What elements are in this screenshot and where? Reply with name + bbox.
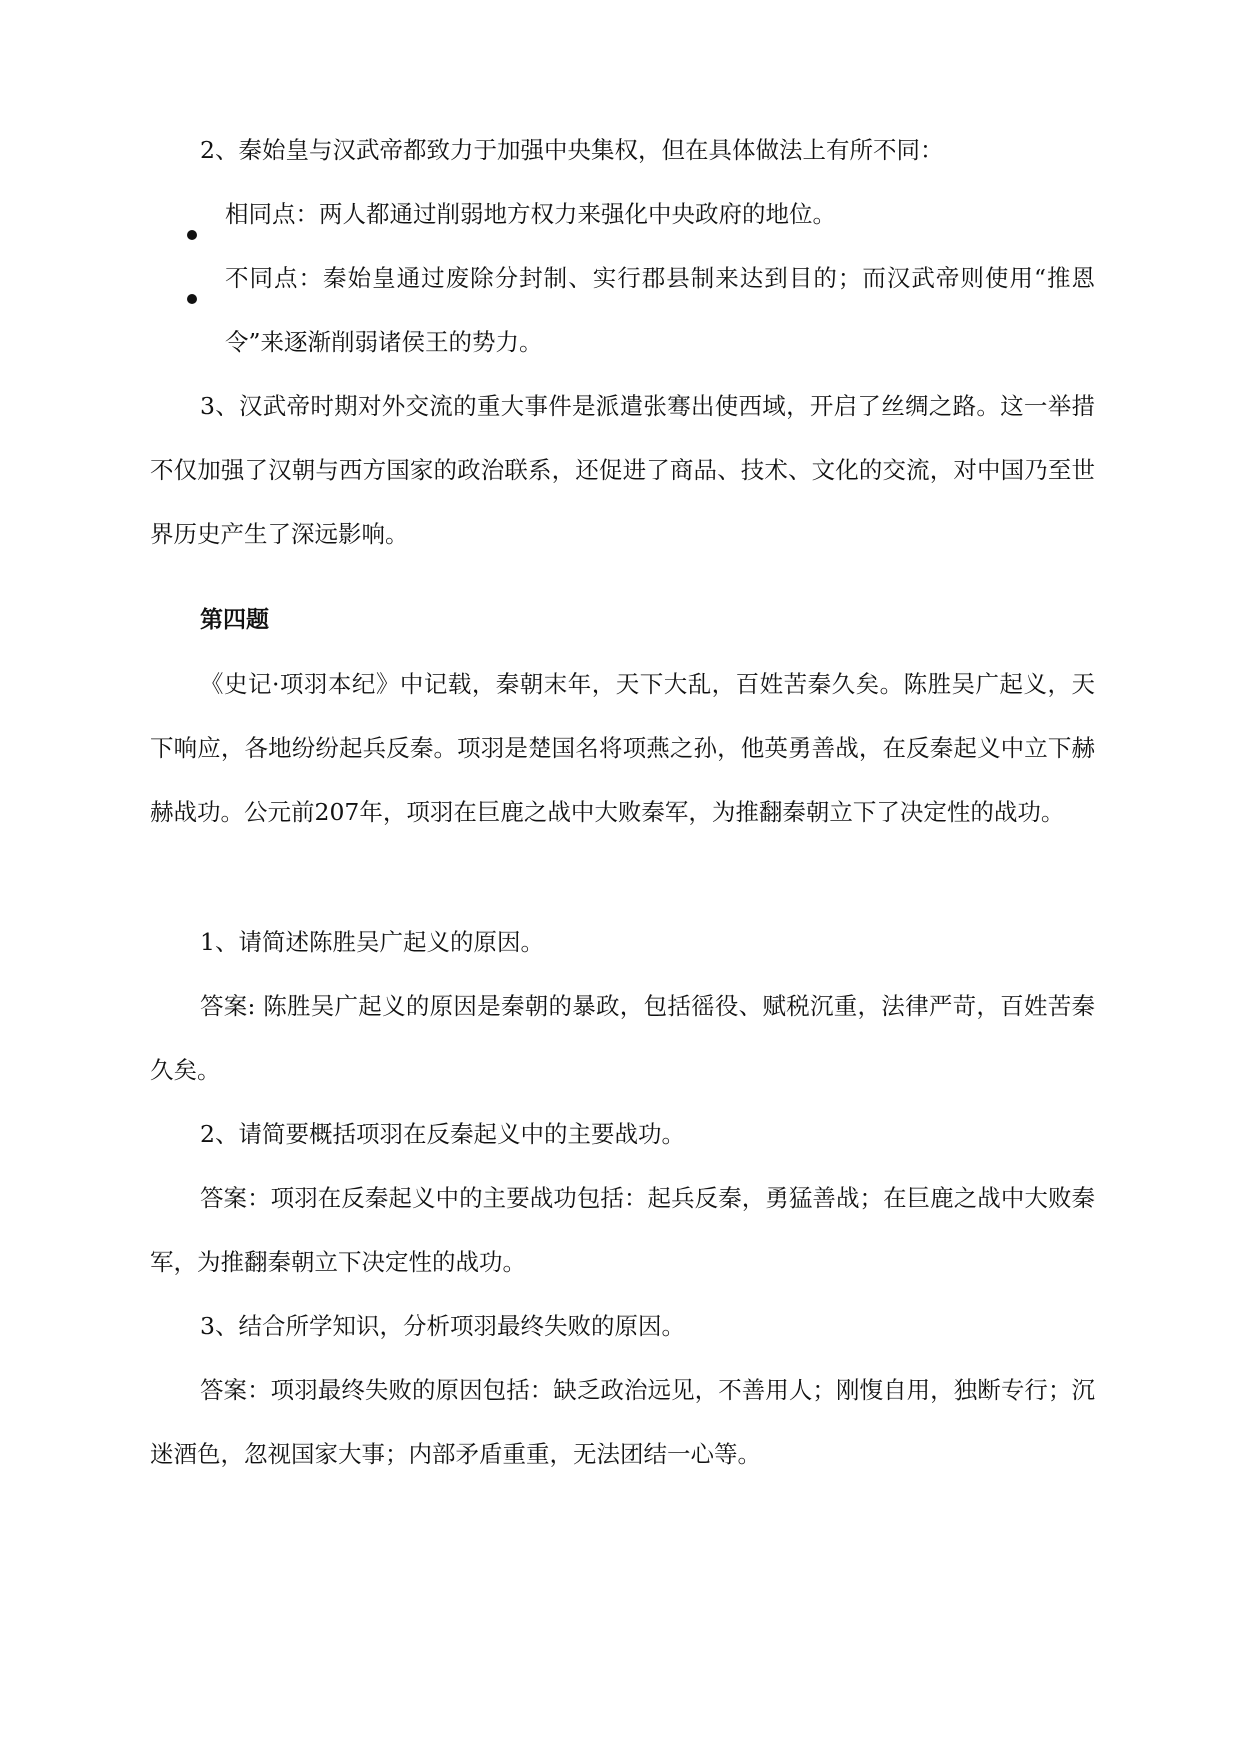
bullet-similarity: 相同点：两人都通过削弱地方权力来强化中央政府的地位。 xyxy=(225,200,836,228)
question4-passage: 《史记·项羽本纪》中记载，秦朝末年，天下大乱，百姓苦秦久矣。陈胜吴广起义，天下响应，各地纷纷起兵反秦。项羽是楚国名将项燕之孙，他英勇善战，在反秦起义中立下赫赫战功。公元前207年，项羽在巨鹿之战中大败秦军，为推翻秦朝立下了决定性的战功。 xyxy=(150,670,1095,826)
bullet-difference: 不同点：秦始皇通过废除分封制、实行郡县制来达到目的；而汉武帝则使用“推恩令”来逐渐削弱诸侯王的势力。 xyxy=(225,264,1095,356)
question4-heading: 第四题 xyxy=(200,607,269,633)
question1: 1、请简述陈胜吴广起义的原因。 xyxy=(200,928,544,956)
question2: 2、请简要概括项羽在反秦起义中的主要战功。 xyxy=(200,1120,685,1148)
answer1: 答案: 陈胜吴广起义的原因是秦朝的暴政，包括徭役、赋税沉重，法律严苛，百姓苦秦久矣。 xyxy=(150,992,1095,1084)
answer3: 答案：项羽最终失败的原因包括：缺乏政治远见，不善用人；刚愎自用，独断专行；沉迷酒色，忽视国家大事；内部矛盾重重，无法团结一心等。 xyxy=(150,1376,1095,1468)
item3-paragraph: 3、汉武帝时期对外交流的重大事件是派遣张骞出使西域，开启了丝绸之路。这一举措不仅加强了汉朝与西方国家的政治联系，还促进了商品、技术、文化的交流，对中国乃至世界历史产生了深远影响。 xyxy=(150,392,1095,548)
answer2: 答案：项羽在反秦起义中的主要战功包括：起兵反秦，勇猛善战；在巨鹿之战中大败秦军，为推翻秦朝立下决定性的战功。 xyxy=(150,1184,1095,1276)
bullet-icon xyxy=(187,294,197,304)
item2-intro: 2、秦始皇与汉武帝都致力于加强中央集权，但在具体做法上有所不同： xyxy=(200,136,944,164)
bullet-icon xyxy=(187,230,197,240)
question3: 3、结合所学知识，分析项羽最终失败的原因。 xyxy=(200,1312,685,1340)
